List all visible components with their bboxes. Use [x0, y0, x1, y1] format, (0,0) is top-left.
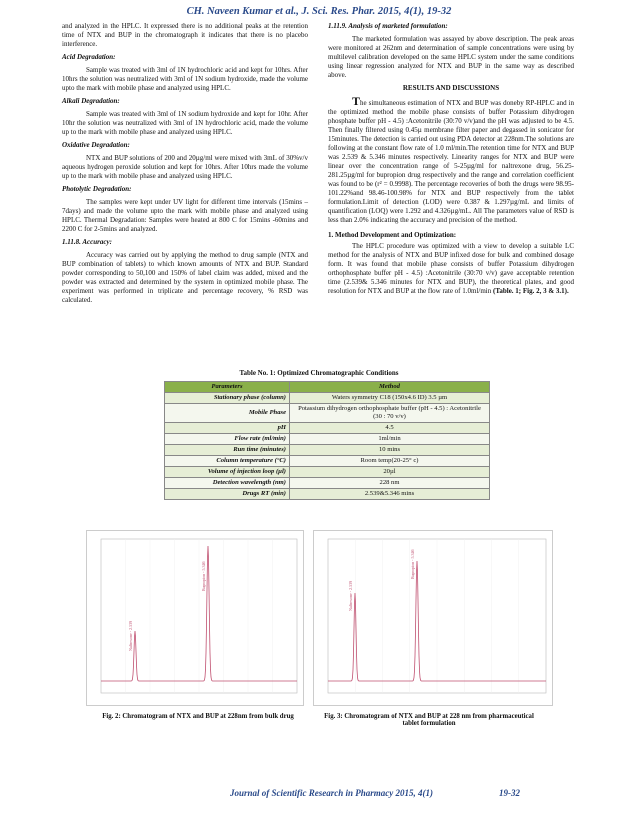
results-heading: RESULTS AND DISCUSSIONS: [402, 84, 500, 92]
method-cell: 20µl: [290, 467, 490, 478]
alkali-text: Sample was treated with 3ml of 1N sodium hydroxide and kept for 10hr. After 10hr the solution was neutralized with 3ml of 1N hydrochloric acid, made the volume up to the mark with mobile phase and analyzed using HPLC.: [62, 110, 308, 136]
parameter-cell: Drugs RT (min): [165, 489, 290, 500]
table-row: [165, 489, 490, 500]
chromatogram-fig3: [313, 530, 553, 706]
alkali-heading: Alkali Degradation:: [62, 97, 120, 105]
accuracy-text: Accuracy was carried out by applying the method to drug sample (NTX and BUP combination of tablets) to which known amounts of NTX and BUP. Standard powder corresponding to 50,100 and 150% of label claim was added, mixed and the powder was extracted and determined by the system in optimized mobile phase. The experiment was performed in triplicate and percentage recovery, % RSD was calculated.: [62, 251, 308, 304]
method-cell: 10 mins: [290, 445, 490, 456]
method-cell: 2.539&5.346 mins: [290, 489, 490, 500]
table-row: [165, 404, 490, 423]
results-text: [328, 94, 574, 225]
method-development-text: [328, 242, 574, 296]
method-cell: Potassium dihydrogen orthophosphate buffer (pH - 4.5) : Acetonitrile (30 : 70 v/v): [290, 404, 490, 423]
table-row: [165, 423, 490, 434]
table-header-method: Method: [290, 382, 490, 393]
table-row: [165, 478, 490, 489]
table-caption: Table No. 1: Optimized Chromatographic Conditions: [239, 369, 399, 377]
oxidative-heading: Oxidative Degradation:: [62, 141, 130, 149]
left-column: [62, 22, 308, 309]
accuracy-heading: 1.11.8. Accuracy:: [62, 238, 112, 246]
chromatogram-fig2: [86, 530, 304, 706]
drop-cap: T: [352, 94, 361, 108]
method-cell: Waters symmetry C18 (150x4.6 ID) 3.5 µm: [290, 393, 490, 404]
method-development-heading: 1. Method Development and Optimization:: [328, 231, 457, 239]
right-column: [328, 22, 574, 300]
table-row: [165, 467, 490, 478]
figure2-caption: Fig. 2: Chromatogram of NTX and BUP at 228nm from bulk drug: [102, 713, 294, 720]
method-cell: 4.5: [290, 423, 490, 434]
parameter-cell: Mobile Phase: [165, 404, 290, 423]
acid-heading: Acid Degradation:: [62, 53, 116, 61]
parameter-cell: pH: [165, 423, 290, 434]
table-row: [165, 456, 490, 467]
photolytic-text: The samples were kept under UV light for different time intervals (15mins – 7days) and made the volume upto the mark with mobile phase and analyzed using HPLC. Thermal Degradation: Samples were heated at 800 C for 15mins -60mins and 2200 C for 2-5mins and analyzed.: [62, 198, 308, 233]
parameter-cell: Run time (minutes): [165, 445, 290, 456]
method-cell: 228 nm: [290, 478, 490, 489]
table-header-parameters: Parameters: [165, 382, 290, 393]
acid-text: Sample was treated with 3ml of 1N hydrochloric acid and kept for 10hrs. After 10hrs the solution was neutralized with 3ml of 1N sodium hydroxide, made the volume upto the mark with mobile phase and analyzed using HPLC.: [62, 66, 308, 92]
photolytic-heading: Photolytic Degradation:: [62, 185, 132, 193]
oxidative-text: NTX and BUP solutions of 200 and 20µg/ml were mixed with 3mL of 30%v/v aqueous hydrogen peroxide solution and kept for 10hrs. After 10hrs made the volume up to the mark with mobile phase and analyzed using HPLC.: [62, 154, 308, 180]
parameter-cell: Detection wavelength (nm): [165, 478, 290, 489]
method-cell: 1ml/min: [290, 434, 490, 445]
table-row: [165, 445, 490, 456]
method-cell: Room temp(20-25° c): [290, 456, 490, 467]
footer-pages: 19-32: [499, 788, 520, 798]
intro-paragraph: and analyzed in the HPLC. It expressed there is no additional peaks at the retention time of NTX and BUP in the chromatograph it indicates that there is no placebo interference.: [62, 22, 308, 48]
grid-lines: [126, 539, 273, 693]
peak2-label: Bupropion - 5.346: [201, 561, 206, 591]
footer: [230, 788, 560, 798]
table-row: [165, 393, 490, 404]
peak1-label: Naltrexone - 2.539: [348, 580, 353, 611]
parameter-cell: Column temperature (°C): [165, 456, 290, 467]
figure3-caption: Fig. 3: Chromatogram of NTX and BUP at 228 nm from pharmaceutical tablet formulation: [324, 713, 534, 727]
footer-journal: Journal of Scientific Research in Pharmacy 2015, 4(1): [230, 788, 433, 798]
marketed-formulation-text: The marketed formulation was assayed by above description. The peak areas were monitored at 262nm and determination of sample concentrations were using by multilevel calibration developed on the same HPLC system under the same conditions using linear regression analyzed for NTX and BUP in the same way as described above.: [328, 35, 574, 79]
parameter-cell: Volume of injection loop (µl): [165, 467, 290, 478]
table-body: [165, 393, 490, 500]
method-development-refs: (Table. 1; Fig. 2, 3 & 3.1).: [493, 287, 569, 295]
grid-lines: [355, 539, 519, 693]
conditions-table: [164, 381, 490, 500]
results-body: he simultaneous estimation of NTX and BUP was doneby RP-HPLC and in the optimized method the mobile phase consists of buffer Potassium dihydrogen phosphate buffer pH - 4.5) :Acetonitrile (30:70 v/v)and the pH was adjusted to be 4.5. Then finally filtered using 0.45µ membrane filter paper and degassed in sonicator for 15minutes. The detection is carried out using PDA detector at 228nm.The solutions are following at the constant flow rate of 1.0 ml/min.The retention time for NTX and BUP was 2.539 & 5.346 minutes respectively. Linearity ranges for NTX and BUP were linear over the concentration range of 5-25µg/ml for naltrexone drug, 56.25-281.25µg/ml for bupropion drug respectively and the range and correlation coefficient was found to be (r² = 0.9998). The percentage recoveries of both the drugs were 98.95-101.22%and 98.46-100.98% for NTX and BUP respectively from the tablet formulation.Limit of detection (LOD) were 0.387 & 1.297µg/mL and limits of quantification (LOQ) were 1.292 and 4.326µg/mL. All The parameters value of RSD is less than 2.0% indicating the accuracy and precision of the method.: [328, 99, 574, 224]
parameter-cell: Stationary phase (column): [165, 393, 290, 404]
method-development-body: The HPLC procedure was optimized with a view to develop a suitable LC method for the analysis of NTX and BUP infixed dose for bulk and combined dosage form. It was found that mobile phase consists of buffer Potassium dihydrogen orthophosphate buffer pH - 4.5) :Acetonitrile (30:70 v/v) gave acceptable retention time (2.539& 5.346 minutes for NTX and BUP), the theoretical plates, and good resolution for NTX and BUP at the flow rate of 1.0ml/min: [328, 242, 574, 295]
table-row: [165, 434, 490, 445]
peak2-label: Bupropion - 5.346: [410, 549, 415, 579]
marketed-formulation-heading: 1.11.9. Analysis of marketed formulation:: [328, 22, 448, 30]
parameter-cell: Flow rate (ml/min): [165, 434, 290, 445]
running-header: CH. Naveen Kumar et al., J. Sci. Res. Phar. 2015, 4(1), 19-32: [186, 6, 452, 17]
peak1-label: Naltrexone - 2.539: [128, 620, 133, 651]
